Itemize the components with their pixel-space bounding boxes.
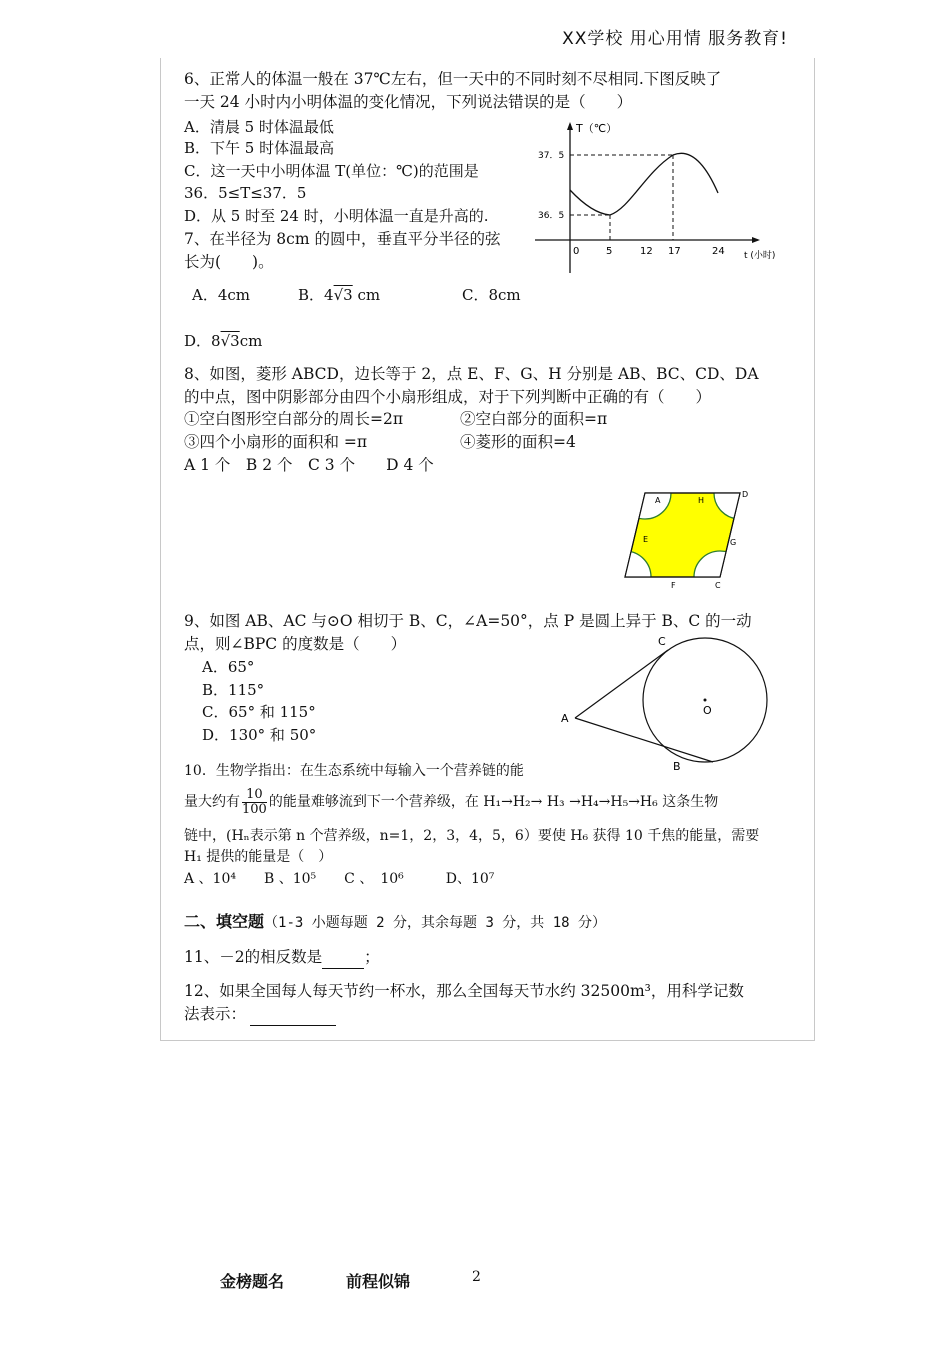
y-tick-max: 37．5 (538, 151, 565, 161)
x-tick-0: 0 (573, 246, 580, 257)
x-tick-5: 5 (606, 246, 613, 257)
q7-option-b: B．4√3 cm (298, 286, 381, 304)
q9-stem-line1: 9、如图 AB、AC 与⊙O 相切于 B、C，∠A=50°，点 P 是圆上异于 B、C 的一动 (184, 612, 752, 630)
point-label-d: D (742, 490, 749, 499)
q7-stem-line1: 7、在半径为 8cm 的圆中，垂直平分半径的弦 (184, 230, 501, 248)
q7-option-a: A．4cm (192, 286, 251, 304)
q10-options: A 、10⁴ B 、10⁵ C 、 10⁶ D、10⁷ (184, 871, 495, 887)
tangent-ac (575, 650, 668, 718)
point-label-a: A (561, 712, 569, 725)
point-label-h: H (698, 496, 705, 505)
q7-option-c: C．8cm (462, 286, 521, 304)
y-tick-min: 36．5 (538, 211, 565, 221)
q8-options: A 1 个 B 2 个 C 3 个 D 4 个 (184, 456, 434, 474)
q10-stem-line3: 链中，(Hₙ表示第 n 个营养级，n=1，2，3，4，5，6）要使 H₆ 获得 10 千焦的能量，需要 (184, 828, 760, 844)
point-label-b: B (673, 760, 681, 773)
q9-option-a: A．65° (202, 658, 255, 676)
q6-option-a: A．清晨 5 时体温最低 (184, 118, 334, 136)
q12-stem-line2: 法表示： (184, 1003, 336, 1026)
y-axis-label: T（℃） (576, 122, 618, 135)
rhombus-figure (615, 485, 765, 590)
tangent-circle-figure (555, 630, 785, 775)
q6-option-c: C．这一天中小明体温 T(单位：℃)的范围是 (184, 162, 479, 180)
footer-left-text: 金榜题名 (220, 1272, 285, 1291)
page-number: 2 (472, 1269, 481, 1285)
q8-statement-3: ③四个小扇形的面积和 =π (184, 433, 368, 451)
point-label-e: E (643, 535, 649, 544)
section2-heading: 二、填空题（1-3 小题每题 2 分，其余每题 3 分，共 18 分） (184, 912, 607, 931)
q8-stem-line2: 的中点，图中阴影部分由四个小扇形组成，对于下列判断中正确的有（ ） (184, 388, 712, 406)
x-tick-17: 17 (668, 246, 681, 257)
page-header: XX学校 用心用情 服务教育! (562, 29, 788, 49)
y-axis-arrow-icon (567, 122, 573, 130)
q8-statement-1: ①空白图形空白部分的周长=2π (184, 410, 404, 428)
q8-statement-2: ②空白部分的面积=π (460, 410, 608, 428)
q11-text: 11、－2的相反数是 ； (184, 946, 380, 969)
q8-stem-line1: 8、如图，菱形 ABCD，边长等于 2，点 E、F、G、H 分别是 AB、BC、CD、DA (184, 365, 759, 383)
point-label-c: C (715, 581, 721, 590)
point-label-f: F (671, 581, 676, 590)
temperature-graph (530, 118, 800, 280)
q12-stem-line1: 12、如果全国每人每天节约一杯水，那么全国每天节水约 32500m³，用科学记数 (184, 982, 744, 1000)
q6-stem-line1: 6、正常人的体温一般在 37℃左右，但一天中的不同时刻不尽相同.下图反映了 (184, 70, 722, 88)
center-dot (704, 699, 707, 702)
q9-option-c: C．65° 和 115° (202, 703, 316, 721)
q7-stem-line2: 长为( )。 (184, 253, 274, 271)
point-label-o: O (703, 704, 712, 717)
footer-middle-text: 前程似锦 (346, 1272, 411, 1291)
q6-option-d: D．从 5 时至 24 时，小明体温一直是升高的. (184, 207, 489, 225)
q10-stem-line2: 量大约有 $\frac{10}{100}$ 的能量难够流到下一个营养级，在 H₁→H₂→ H₃ →H₄→H₅→H₆ 这条生物 (184, 786, 719, 817)
x-axis-arrow-icon (752, 237, 760, 243)
temperature-curve (570, 153, 718, 215)
x-axis-label: t (小时) (744, 251, 776, 261)
x-tick-24: 24 (712, 246, 725, 257)
q7-option-d: D．8√3cm (184, 332, 263, 350)
q10-stem-line4: H₁ 提供的能量是（ ） (184, 849, 333, 865)
q8-statement-4: ④菱形的面积=4 (460, 433, 576, 451)
q6-stem-line2: 一天 24 小时内小明体温的变化情况，下列说法错误的是（ ） (184, 93, 633, 111)
q12-answer-blank[interactable] (250, 1003, 336, 1026)
q11-answer-blank[interactable] (322, 946, 364, 969)
point-label-c: C (658, 635, 666, 648)
q9-option-b: B．115° (202, 681, 265, 699)
tangent-ab (575, 718, 713, 762)
q9-stem-line2: 点，则∠BPC 的度数是（ ） (184, 635, 407, 653)
q6-option-b: B．下午 5 时体温最高 (184, 139, 335, 157)
x-tick-12: 12 (640, 246, 653, 257)
q10-stem-line1: 10．生物学指出：在生态系统中每输入一个营养链的能 (184, 763, 524, 779)
point-label-a: A (655, 496, 661, 505)
q9-option-d: D．130° 和 50° (202, 726, 317, 744)
point-label-g: G (730, 538, 737, 547)
q6-option-c-range: 36．5≤T≤37．5 (184, 184, 307, 202)
fraction-10-100: $\frac{10}{100}$ (242, 786, 267, 817)
